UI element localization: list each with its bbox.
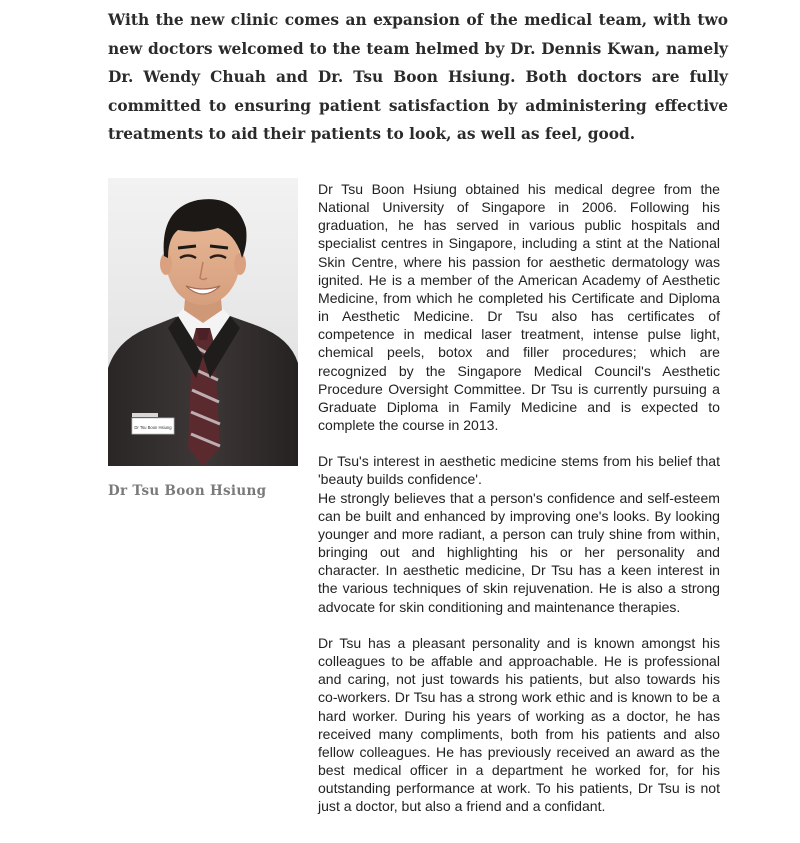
- biography-text: [318, 180, 720, 834]
- bio-paragraph-1: Dr Tsu Boon Hsiung obtained his medical degree from the National University of Singapore in 2006. Following his graduation, he has served in various public hospitals and specialist centres in Singapore, including a stint at the National Skin Centre, where his passion for aesthetic dermatology was ignited. He is a member of the American Academy of Aesthetic Medicine, from which he completed his Certificate and Diploma in Aesthetic Medicine. Dr Tsu also has certificates of competence in medical laser treatment, intense pulse light, chemical peels, botox and filler procedures; which are recognized by the Singapore Medical Council's Aesthetic Procedure Oversight Committee. Dr Tsu is currently pursuing a Graduate Diploma in Family Medicine and is expected to complete the course in 2013.: [318, 181, 720, 434]
- bio-paragraph-2-lead: Dr Tsu's interest in aesthetic medicine stems from his belief that 'beauty builds confidence'.: [318, 453, 720, 488]
- doctor-portrait-photo: [108, 178, 298, 466]
- photo-caption: Dr Tsu Boon Hsiung: [108, 483, 267, 499]
- intro-paragraph: With the new clinic comes an expansion of the medical team, with two new doctors welcomed to the team helmed by Dr. Dennis Kwan, namely Dr. Wendy Chuah and Dr. Tsu Boon Hsiung. Both doctors are fully committed to ensuring patient satisfaction by administering effective treatments to aid their patients to look, as well as feel, good.: [108, 11, 728, 143]
- bio-paragraph-2-body: He strongly believes that a person's confidence and self-esteem can be built and enhanced by improving one's looks. By looking younger and more radiant, a person can truly shine from within, bringing out and highlighting his or her personality and character. In aesthetic medicine, Dr Tsu has a keen interest in the various techniques of skin rejuvenation. He is also a strong advocate for skin conditioning and maintenance therapies.: [318, 489, 720, 615]
- name-tag-text: Dr Tsu Boon Hsiung: [134, 425, 172, 430]
- bio-paragraph-3: Dr Tsu has a pleasant personality and is known amongst his colleagues to be affable and approachable. He is professional and caring, not just towards his patients, but also towards his co-workers. Dr Tsu has a strong work ethic and is known to be a hard worker. During his years of working as a doctor, he has received many compliments, both from his patients and also fellow colleagues. He has previously received an award as the best medical officer in a department he worked for, for his outstanding performance at work. To his patients, Dr Tsu is not just a doctor, but also a friend and a confidant.: [318, 634, 720, 815]
